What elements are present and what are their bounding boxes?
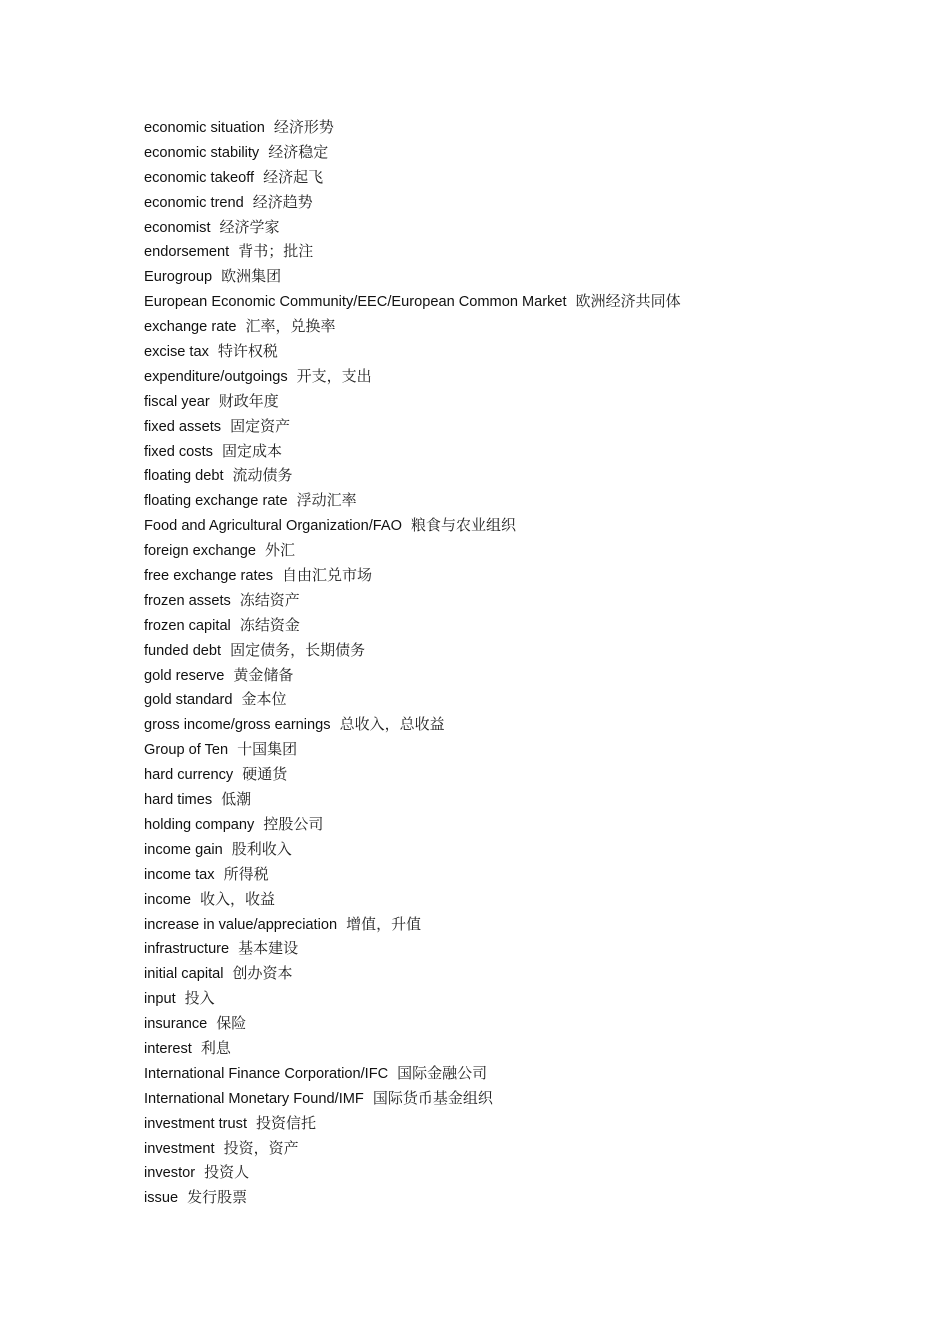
english-term: Group of Ten <box>144 742 229 759</box>
glossary-entry <box>144 563 904 588</box>
glossary-entry <box>144 887 904 912</box>
english-term: foreign exchange <box>144 543 256 560</box>
glossary-entry <box>144 663 904 688</box>
glossary-entry <box>144 115 904 140</box>
glossary-entry <box>144 364 904 389</box>
chinese-translation: 经济形势 <box>273 118 334 136</box>
chinese-translation: 流动债务 <box>232 466 293 485</box>
english-term: excise tax <box>144 344 209 361</box>
english-term: income <box>144 891 192 908</box>
chinese-translation: 固定债务，长期债务 <box>230 640 366 659</box>
english-term: economic trend <box>144 194 244 211</box>
glossary-entry <box>144 961 904 986</box>
chinese-translation: 低潮 <box>221 790 252 809</box>
glossary-entry <box>144 837 904 862</box>
chinese-translation: 自由汇兑市场 <box>282 566 373 585</box>
english-term: economic situation <box>144 120 265 136</box>
chinese-translation: 冻结资金 <box>239 615 300 634</box>
english-term: increase in value/appreciation <box>144 916 338 933</box>
chinese-translation: 国际金融公司 <box>397 1063 488 1082</box>
english-term: fixed assets <box>144 418 222 435</box>
english-term: exchange rate <box>144 319 237 336</box>
chinese-translation: 控股公司 <box>263 814 324 833</box>
glossary-entry <box>144 239 904 264</box>
chinese-translation: 金本位 <box>241 690 287 709</box>
glossary-entry <box>144 488 904 513</box>
english-term: infrastructure <box>144 941 230 958</box>
chinese-translation: 经济趋势 <box>252 192 313 211</box>
glossary-entry <box>144 215 904 240</box>
english-term: income tax <box>144 866 215 883</box>
english-term: investment <box>144 1140 215 1157</box>
chinese-translation: 汇率，兑换率 <box>245 317 336 336</box>
glossary-entry <box>144 936 904 961</box>
english-term: initial capital <box>144 966 224 983</box>
english-term: endorsement <box>144 244 230 261</box>
chinese-translation: 经济起飞 <box>263 167 324 186</box>
english-term: European Economic Community/EEC/European Common Market <box>144 294 567 311</box>
glossary-entry <box>144 389 904 414</box>
glossary-entry <box>144 1061 904 1086</box>
glossary-entry <box>144 687 904 712</box>
english-term: International Finance Corporation/IFC <box>144 1065 389 1082</box>
glossary-entry <box>144 862 904 887</box>
glossary-entry <box>144 414 904 439</box>
chinese-translation: 创办资本 <box>232 964 293 983</box>
glossary-entry <box>144 1160 904 1185</box>
glossary-entry <box>144 712 904 737</box>
chinese-translation: 欧洲集团 <box>221 267 282 286</box>
chinese-translation: 增值，升值 <box>346 914 422 933</box>
glossary-entry <box>144 513 904 538</box>
english-term: gold reserve <box>144 667 225 684</box>
chinese-translation: 基本建设 <box>238 939 299 958</box>
chinese-translation: 投入 <box>184 989 215 1008</box>
chinese-translation: 所得税 <box>223 864 269 883</box>
glossary-entry <box>144 463 904 488</box>
glossary-entry <box>144 538 904 563</box>
glossary-entry <box>144 264 904 289</box>
glossary-entry <box>144 1086 904 1111</box>
chinese-translation: 开支，支出 <box>296 366 372 385</box>
english-term: economic stability <box>144 144 260 161</box>
english-term: Food and Agricultural Organization/FAO <box>144 518 402 535</box>
chinese-translation: 国际货币基金组织 <box>372 1088 493 1107</box>
chinese-translation: 利息 <box>200 1038 231 1057</box>
chinese-translation: 十国集团 <box>237 740 298 759</box>
english-term: gross income/gross earnings <box>144 717 331 734</box>
glossary-entry <box>144 314 904 339</box>
glossary-entry <box>144 439 904 464</box>
chinese-translation: 经济稳定 <box>268 142 329 161</box>
chinese-translation: 特许权税 <box>217 342 278 361</box>
english-term: International Monetary Found/IMF <box>144 1090 364 1107</box>
glossary-entry <box>144 165 904 190</box>
glossary-entry <box>144 638 904 663</box>
glossary-entry <box>144 1011 904 1036</box>
english-term: economic takeoff <box>144 169 255 186</box>
glossary-entry <box>144 1185 904 1210</box>
english-term: fiscal year <box>144 393 210 410</box>
chinese-translation: 保险 <box>216 1014 247 1033</box>
english-term: floating debt <box>144 468 224 485</box>
glossary-entry <box>144 1111 904 1136</box>
chinese-translation: 投资信托 <box>256 1113 317 1132</box>
english-term: investor <box>144 1165 196 1182</box>
chinese-translation: 背书；批注 <box>238 242 314 261</box>
glossary-entry <box>144 737 904 762</box>
glossary-entry <box>144 588 904 613</box>
chinese-translation: 投资，资产 <box>223 1138 299 1157</box>
english-term: income gain <box>144 841 223 858</box>
chinese-translation: 黄金储备 <box>233 665 294 684</box>
english-term: fixed costs <box>144 443 213 460</box>
english-term: issue <box>144 1190 179 1207</box>
chinese-translation: 浮动汇率 <box>296 491 357 510</box>
chinese-translation: 硬通货 <box>242 765 288 784</box>
glossary-entry <box>144 986 904 1011</box>
english-term: hard currency <box>144 767 234 784</box>
english-term: free exchange rates <box>144 568 273 585</box>
chinese-translation: 固定成本 <box>221 441 282 460</box>
english-term: investment trust <box>144 1115 248 1132</box>
glossary-entry <box>144 339 904 364</box>
glossary-list <box>144 115 904 1210</box>
english-term: frozen capital <box>144 617 231 634</box>
glossary-entry <box>144 613 904 638</box>
chinese-translation: 固定资产 <box>230 416 291 435</box>
chinese-translation: 股利收入 <box>231 839 292 858</box>
glossary-entry <box>144 762 904 787</box>
chinese-translation: 粮食与农业组织 <box>410 516 516 535</box>
chinese-translation: 收入，收益 <box>200 889 276 908</box>
english-term: economist <box>144 219 211 236</box>
chinese-translation: 外汇 <box>264 541 295 560</box>
glossary-entry <box>144 812 904 837</box>
english-term: funded debt <box>144 642 222 659</box>
glossary-entry <box>144 787 904 812</box>
glossary-entry <box>144 140 904 165</box>
english-term: hard times <box>144 792 213 809</box>
chinese-translation: 投资人 <box>204 1163 250 1182</box>
english-term: floating exchange rate <box>144 493 288 510</box>
english-term: input <box>144 991 176 1008</box>
glossary-entry <box>144 190 904 215</box>
chinese-translation: 冻结资产 <box>239 590 300 609</box>
glossary-entry <box>144 912 904 937</box>
glossary-entry <box>144 289 904 314</box>
glossary-entry <box>144 1136 904 1161</box>
english-term: Eurogroup <box>144 269 213 286</box>
english-term: holding company <box>144 816 255 833</box>
english-term: frozen assets <box>144 592 231 609</box>
glossary-entry <box>144 1036 904 1061</box>
chinese-translation: 发行股票 <box>187 1188 248 1207</box>
chinese-translation: 欧洲经济共同体 <box>575 292 681 311</box>
english-term: expenditure/outgoings <box>144 368 288 385</box>
english-term: gold standard <box>144 692 233 709</box>
english-term: interest <box>144 1040 192 1057</box>
chinese-translation: 总收入，总收益 <box>339 715 445 734</box>
english-term: insurance <box>144 1016 208 1033</box>
chinese-translation: 经济学家 <box>219 217 280 236</box>
chinese-translation: 财政年度 <box>218 391 279 410</box>
